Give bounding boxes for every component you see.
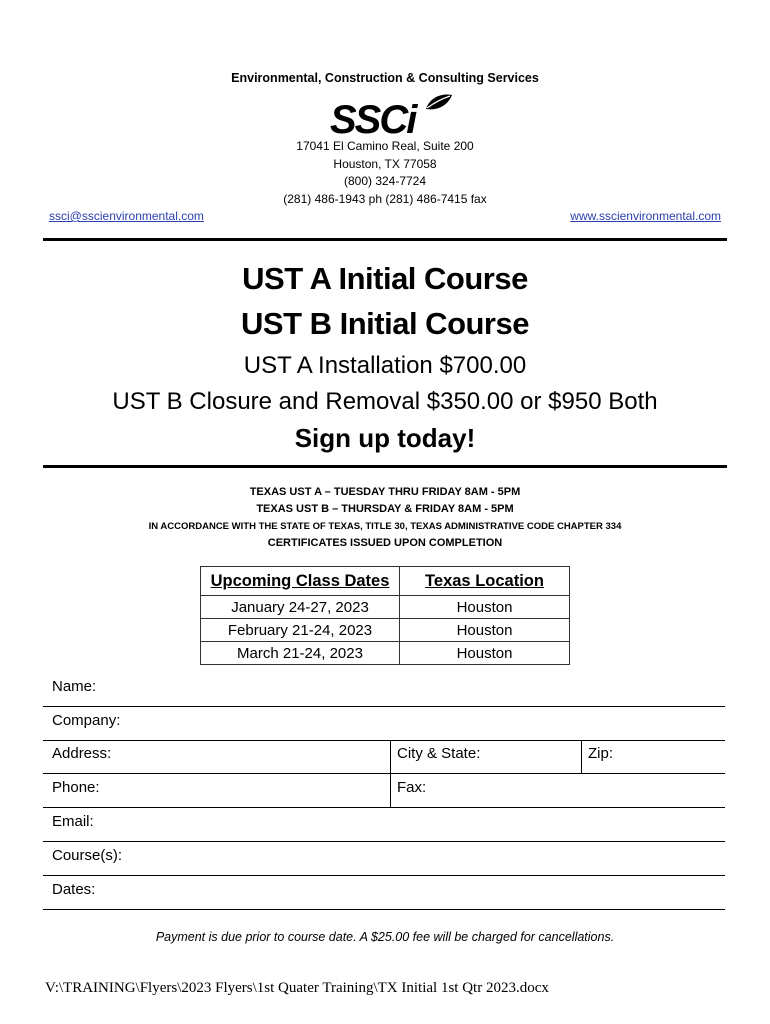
price-ust-a: UST A Installation $700.00: [243, 352, 527, 379]
header-class-dates: Upcoming Class Dates: [201, 567, 400, 596]
email-link[interactable]: ssci@sscienvironmental.com: [49, 209, 204, 223]
fax-field[interactable]: Fax:: [397, 779, 427, 796]
table-row: [201, 619, 570, 642]
website-link[interactable]: www.sscienvironmental.com: [570, 209, 721, 223]
name-field[interactable]: Name:: [52, 678, 97, 695]
class-date: February 21-24, 2023: [201, 619, 400, 642]
form-divider: [581, 741, 582, 774]
class-location: Houston: [400, 596, 570, 619]
price-ust-b: UST B Closure and Removal $350.00 or $950 Both: [112, 388, 658, 415]
form-line: [43, 807, 725, 808]
address-tollfree: (800) 324-7724: [343, 174, 427, 188]
address-city: Houston, TX 77058: [333, 156, 437, 171]
city-state-field[interactable]: City & State:: [397, 745, 481, 762]
courses-field[interactable]: Course(s):: [52, 847, 123, 864]
address-block: [0, 138, 770, 208]
file-path-footer: V:\TRAINING\Flyers\2023 Flyers\1st Quater Training\TX Initial 1st Qtr 2023.docx: [45, 980, 549, 996]
class-date: March 21-24, 2023: [201, 642, 400, 665]
form-line: [43, 740, 725, 741]
phone-field[interactable]: Phone:: [52, 779, 100, 796]
divider-top: [43, 238, 727, 241]
address-field[interactable]: Address:: [52, 745, 112, 762]
payment-note: Payment is due prior to course date. A $25.00 fee will be charged for cancellations.: [155, 930, 615, 944]
class-date: January 24-27, 2023: [201, 596, 400, 619]
form-line: [43, 706, 725, 707]
form-line: [43, 909, 725, 910]
schedule-regulation: IN ACCORDANCE WITH THE STATE OF TEXAS, TITLE 30, TEXAS ADMINISTRATIVE CODE CHAPTER 334: [148, 521, 622, 532]
form-line: [43, 773, 725, 774]
class-location: Houston: [400, 642, 570, 665]
header-location: Texas Location: [400, 567, 570, 596]
form-line: [43, 841, 725, 842]
email-field[interactable]: Email:: [52, 813, 94, 830]
dates-field[interactable]: Dates:: [52, 881, 96, 898]
table-header-row: [201, 567, 570, 596]
table-row: [201, 642, 570, 665]
address-phone-fax: (281) 486-1943 ph (281) 486-7415 fax: [283, 191, 487, 206]
signup-cta: Sign up today!: [294, 423, 476, 453]
course-title-b: UST B Initial Course: [241, 306, 529, 341]
form-line: [43, 875, 725, 876]
company-field[interactable]: Company:: [52, 712, 121, 729]
svg-text:SSCi: SSCi: [330, 98, 416, 139]
zip-field[interactable]: Zip:: [588, 745, 614, 762]
form-divider: [390, 741, 391, 807]
class-location: Houston: [400, 619, 570, 642]
schedule-ust-a: TEXAS UST A – TUESDAY THRU FRIDAY 8AM - 5PM: [249, 486, 521, 498]
schedule-ust-b: TEXAS UST B – THURSDAY & FRIDAY 8AM - 5PM: [256, 503, 514, 515]
table-row: [201, 596, 570, 619]
address-street: 17041 El Camino Real, Suite 200: [296, 139, 474, 153]
ssci-logo: [326, 93, 456, 139]
course-title-a: UST A Initial Course: [242, 261, 528, 296]
company-tagline: Environmental, Construction & Consulting Services: [231, 71, 539, 85]
divider-middle: [43, 465, 727, 468]
schedule-certificates: CERTIFICATES ISSUED UPON COMPLETION: [267, 537, 503, 549]
class-dates-table: [200, 566, 570, 665]
